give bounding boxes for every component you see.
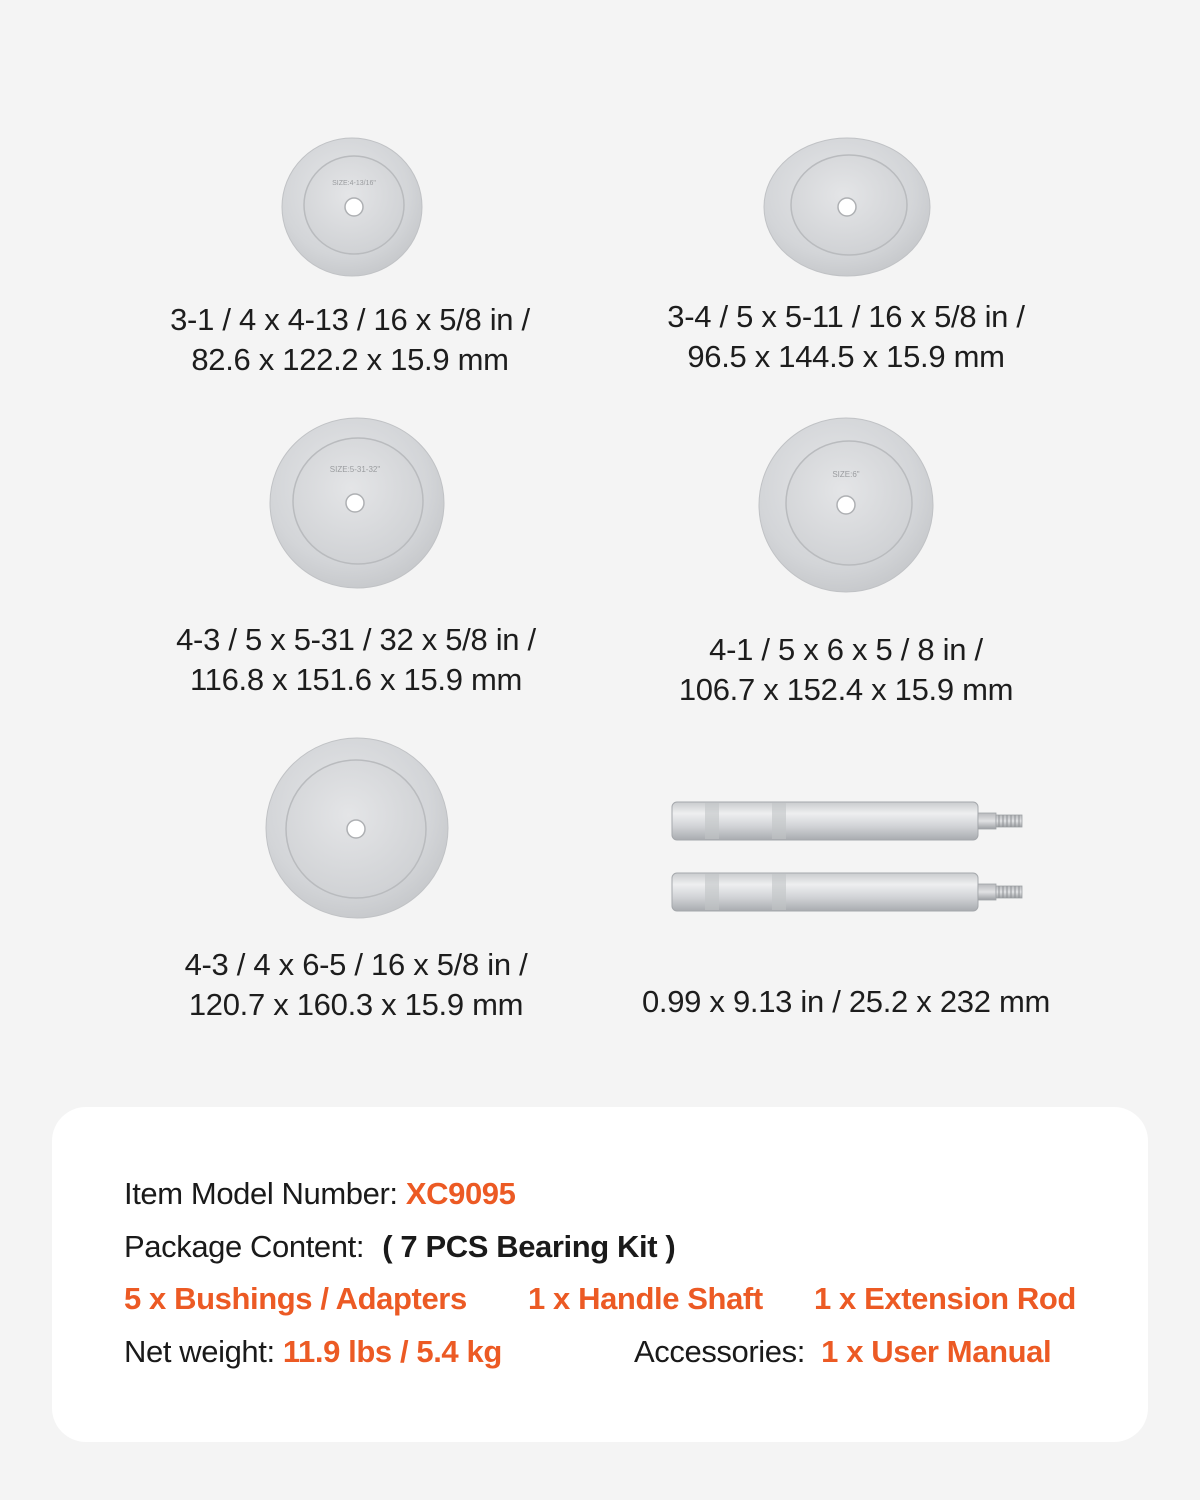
caption-dimensions: 0.99 x 9.13 in / 25.2 x 232 mm: [641, 984, 1051, 1019]
spec-card: [52, 1107, 1148, 1442]
bushing-disc-icon: [281, 137, 423, 277]
bushing-5-caption: [76, 945, 636, 1025]
content-bushings: 5 x Bushings / Adapters: [124, 1281, 467, 1316]
caption-imperial: 4-1 / 5 x 6 x 5 / 8 in /: [709, 632, 983, 667]
model-label: Item Model Number:: [124, 1176, 398, 1211]
model-row: [124, 1174, 515, 1214]
weight-value: 11.9 lbs / 5.4 kg: [282, 1334, 502, 1369]
accessories-label: Accessories:: [634, 1334, 805, 1369]
caption-imperial: 3-1 / 4 x 4-13 / 16 x 5/8 in /: [170, 302, 530, 337]
bushing-4-caption: [566, 630, 1126, 710]
weight-label: Net weight:: [124, 1334, 275, 1369]
content-extension-rod: 1 x Extension Rod: [814, 1281, 1076, 1316]
caption-metric: 116.8 x 151.6 x 15.9 mm: [190, 662, 522, 697]
weight-row: [124, 1332, 502, 1372]
bushing-disc-icon: [269, 417, 445, 589]
content-handle-shaft: 1 x Handle Shaft: [528, 1281, 763, 1316]
bushing-stamp: SIZE:4-13/16": [332, 180, 376, 187]
bushing-1-caption: [70, 300, 630, 380]
caption-imperial: 4-3 / 5 x 5-31 / 32 x 5/8 in /: [176, 622, 536, 657]
caption-metric: 82.6 x 122.2 x 15.9 mm: [191, 342, 509, 377]
package-label: Package Content:: [124, 1229, 365, 1264]
caption-metric: 106.7 x 152.4 x 15.9 mm: [678, 672, 1014, 707]
model-value: XC9095: [405, 1176, 516, 1211]
accessories-value: 1 x User Manual: [821, 1334, 1052, 1369]
caption-imperial: 3-4 / 5 x 5-11 / 16 x 5/8 in /: [667, 299, 1025, 334]
bushing-disc-icon: [265, 737, 449, 919]
package-value: ( 7 PCS Bearing Kit ): [382, 1229, 676, 1264]
bushing-3-caption: [76, 620, 636, 700]
caption-metric: 120.7 x 160.3 x 15.9 mm: [188, 987, 524, 1022]
bushing-stamp: SIZE:6": [832, 470, 860, 479]
extension-rod-icon: [672, 872, 1024, 912]
accessories-row: [634, 1332, 1051, 1372]
caption-imperial: 4-3 / 4 x 6-5 / 16 x 5/8 in /: [184, 947, 528, 982]
rod-caption: [566, 982, 1126, 1022]
bushing-disc-icon: [763, 137, 931, 277]
bushing-2-caption: [566, 297, 1126, 377]
caption-metric: 96.5 x 144.5 x 15.9 mm: [687, 339, 1005, 374]
bushing-disc-icon: [758, 417, 934, 593]
bushing-stamp: SIZE:5-31-32": [329, 465, 381, 474]
package-row: [124, 1227, 675, 1267]
handle-rod-icon: [672, 801, 1024, 841]
